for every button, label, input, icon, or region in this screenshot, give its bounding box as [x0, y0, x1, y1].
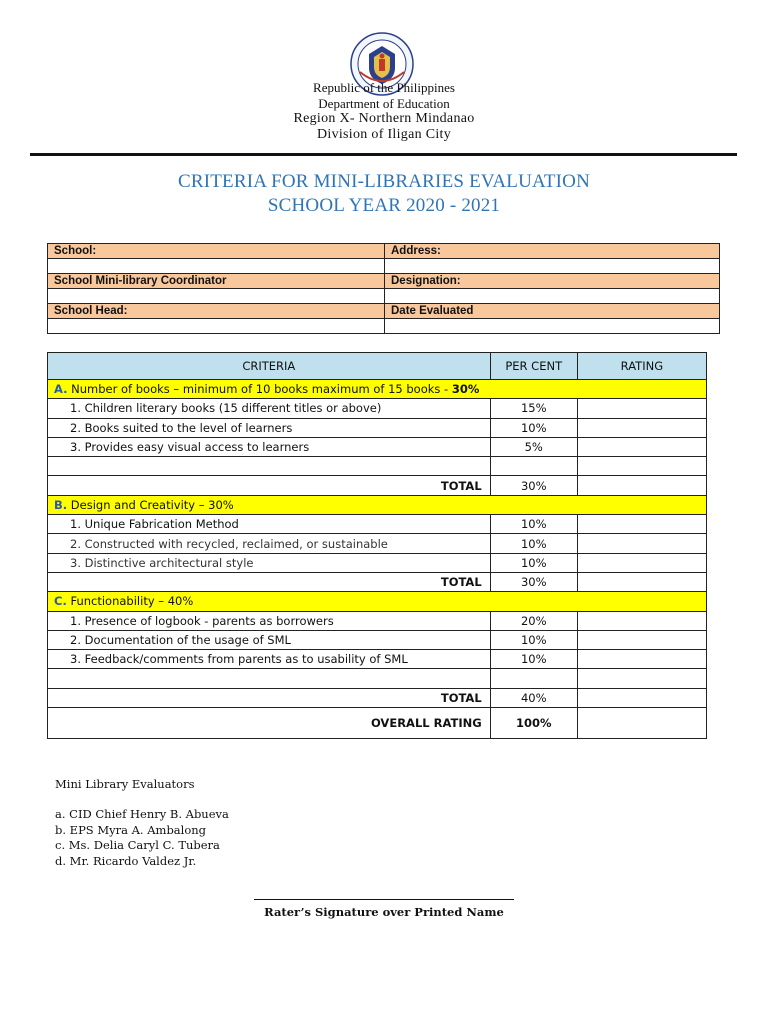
- section-a-row: [48, 380, 707, 399]
- empty-cell: [490, 669, 577, 688]
- header-republic: Republic of the Philippines: [313, 80, 455, 95]
- school-field[interactable]: [48, 259, 385, 274]
- header-divider: [30, 153, 737, 156]
- empty-cell: [48, 669, 491, 688]
- empty-row: [48, 457, 707, 476]
- rating-cell[interactable]: [577, 669, 706, 688]
- total-row: [48, 688, 707, 707]
- criterion-label: 2. Constructed with recycled, reclaimed, or sustainable: [48, 534, 491, 553]
- criterion-percent: 10%: [490, 515, 577, 534]
- date-evaluated-label: Date Evaluated: [385, 304, 720, 319]
- signature-line[interactable]: [254, 899, 514, 900]
- table-row: [48, 611, 707, 630]
- evaluators-heading: Mini Library Evaluators: [55, 777, 195, 791]
- evaluator-name: a. CID Chief Henry B. Abueva: [55, 807, 229, 822]
- criterion-percent: 20%: [490, 611, 577, 630]
- criterion-percent: 15%: [490, 399, 577, 418]
- criterion-label: 3. Feedback/comments from parents as to usability of SML: [48, 650, 491, 669]
- agency-header: [0, 80, 768, 142]
- section-b-heading: [48, 495, 707, 514]
- evaluator-name: b. EPS Myra A. Ambalong: [55, 822, 207, 837]
- total-percent: 30%: [490, 572, 577, 591]
- criterion-percent: 5%: [490, 437, 577, 456]
- school-head-field[interactable]: [48, 319, 385, 334]
- info-row: [48, 319, 720, 334]
- section-c-row: [48, 592, 707, 611]
- table-row: [48, 515, 707, 534]
- rating-cell[interactable]: [577, 688, 706, 707]
- criterion-percent: 10%: [490, 534, 577, 553]
- overall-rating-cell[interactable]: [577, 708, 706, 739]
- section-c-letter: C.: [54, 594, 67, 609]
- header-division: Division of Iligan City: [316, 126, 452, 142]
- criteria-header: CRITERIA: [48, 353, 491, 380]
- table-row: [48, 553, 707, 572]
- school-info-table: [47, 243, 720, 334]
- section-a-text: Number of books – minimum of 10 books maximum of 15 books -: [67, 382, 452, 397]
- section-a-letter: A.: [54, 382, 68, 397]
- info-row: [48, 259, 720, 274]
- percent-header: PER CENT: [490, 353, 577, 380]
- criterion-percent: 10%: [490, 418, 577, 437]
- table-row: [48, 437, 707, 456]
- overall-percent: 100%: [490, 708, 577, 739]
- table-row: [48, 399, 707, 418]
- signature-caption: Rater’s Signature over Printed Name: [264, 905, 504, 919]
- coordinator-label: School Mini-library Coordinator: [48, 274, 385, 289]
- criterion-label: 3. Provides easy visual access to learners: [48, 437, 491, 456]
- evaluators-list: [55, 777, 229, 869]
- criterion-label: 2. Documentation of the usage of SML: [48, 630, 491, 649]
- date-evaluated-field[interactable]: [385, 319, 720, 334]
- section-c-text: Functionability – 40%: [66, 594, 194, 609]
- section-a-percent: 30%: [451, 382, 480, 397]
- rating-cell[interactable]: [577, 630, 706, 649]
- empty-cell: [48, 457, 491, 476]
- designation-label: Designation:: [385, 274, 720, 289]
- rating-cell[interactable]: [577, 399, 706, 418]
- school-label: School:: [48, 244, 385, 259]
- school-year-title: SCHOOL YEAR 2020 - 2021: [267, 195, 501, 216]
- rating-header: RATING: [577, 353, 706, 380]
- rating-cell[interactable]: [577, 553, 706, 572]
- table-row: [48, 534, 707, 553]
- designation-field[interactable]: [385, 289, 720, 304]
- total-percent: 30%: [490, 476, 577, 495]
- rating-cell[interactable]: [577, 476, 706, 495]
- info-row: [48, 304, 720, 319]
- empty-cell: [490, 457, 577, 476]
- criterion-percent: 10%: [490, 630, 577, 649]
- criteria-table: [47, 352, 707, 739]
- rating-cell[interactable]: [577, 650, 706, 669]
- criterion-percent: 10%: [490, 650, 577, 669]
- header-region: Region X- Northern Mindanao: [293, 111, 475, 126]
- rating-cell[interactable]: [577, 457, 706, 476]
- criterion-label: 1. Presence of logbook - parents as borrowers: [48, 611, 491, 630]
- school-head-label: School Head:: [48, 304, 385, 319]
- total-label: TOTAL: [48, 476, 491, 495]
- total-label: TOTAL: [48, 688, 491, 707]
- overall-rating-row: [48, 708, 707, 739]
- info-row: [48, 289, 720, 304]
- section-b-letter: B.: [54, 497, 68, 512]
- total-percent: 40%: [490, 688, 577, 707]
- coordinator-field[interactable]: [48, 289, 385, 304]
- rating-cell[interactable]: [577, 437, 706, 456]
- address-label: Address:: [385, 244, 720, 259]
- section-b-row: [48, 495, 707, 514]
- info-row: [48, 274, 720, 289]
- table-row: [48, 650, 707, 669]
- evaluator-name: c. Ms. Delia Caryl C. Tubera: [55, 838, 220, 853]
- address-field[interactable]: [385, 259, 720, 274]
- total-row: [48, 476, 707, 495]
- criterion-percent: 10%: [490, 553, 577, 572]
- document-title: CRITERIA FOR MINI-LIBRARIES EVALUATION: [177, 171, 591, 192]
- criteria-header-row: [48, 353, 707, 380]
- empty-row: [48, 669, 707, 688]
- rating-cell[interactable]: [577, 418, 706, 437]
- section-c-heading: [48, 592, 707, 611]
- table-row: [48, 418, 707, 437]
- info-row: [48, 244, 720, 259]
- rating-cell[interactable]: [577, 515, 706, 534]
- table-row: [48, 630, 707, 649]
- criterion-label: 1. Children literary books (15 different titles or above): [48, 399, 491, 418]
- rating-cell[interactable]: [577, 572, 706, 591]
- header-department: Department of Education: [318, 95, 450, 111]
- criterion-label: 1. Unique Fabrication Method: [48, 515, 491, 534]
- criterion-label: 3. Distinctive architectural style: [48, 553, 491, 572]
- section-b-text: Design and Creativity – 30%: [67, 497, 234, 512]
- evaluator-name: d. Mr. Ricardo Valdez Jr.: [55, 853, 197, 868]
- section-a-heading: [48, 380, 707, 399]
- total-row: [48, 572, 707, 591]
- overall-rating-label: OVERALL RATING: [48, 708, 491, 739]
- rating-cell[interactable]: [577, 534, 706, 553]
- rating-cell[interactable]: [577, 611, 706, 630]
- criterion-label: 2. Books suited to the level of learners: [48, 418, 491, 437]
- total-label: TOTAL: [48, 572, 491, 591]
